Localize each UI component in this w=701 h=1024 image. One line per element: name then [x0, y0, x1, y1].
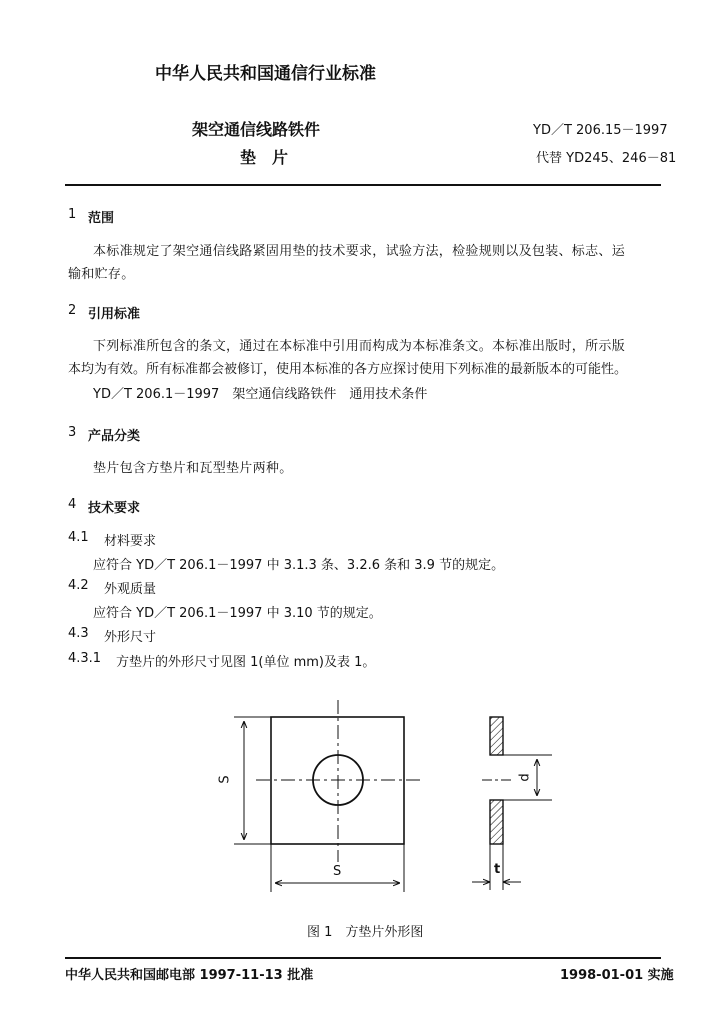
section-4-3-number: 4.3 [68, 626, 89, 641]
square-washer-front-view [256, 700, 422, 862]
label-s-vertical: S [217, 775, 233, 784]
section-2-paragraph-line1: 下列标准所包含的条文，通过在本标准中引用而构成为本标准条文。本标准出版时，所示版 [93, 339, 626, 354]
section-4-2-paragraph: 应符合 YD／T 206.1－1997 中 3.10 节的规定。 [93, 606, 382, 621]
section-3-number: 3 [68, 425, 77, 440]
footer-issuer: 中华人民共和国邮电部 1997-11-13 批准 [65, 968, 314, 983]
section-1-paragraph-line1: 本标准规定了架空通信线路紧固用垫的技术要求，试验方法，检验规则以及包装、标志、运 [93, 244, 626, 259]
section-4-1-paragraph: 应符合 YD／T 206.1－1997 中 3.1.3 条、3.2.6 条和 3.9 节的规定。 [93, 558, 505, 573]
section-3-title: 产品分类 [88, 429, 141, 444]
section-2-number: 2 [68, 303, 77, 318]
section-4-2-title: 外观质量 [104, 582, 157, 597]
label-s-horizontal: S [333, 864, 342, 879]
section-1-paragraph-line2: 输和贮存。 [68, 267, 135, 282]
section-2-paragraph-line2: 本均为有效。所有标准都会被修订，使用本标准的各方应探讨使用下列标准的最新版本的可能性。 [68, 362, 628, 377]
section-2-title: 引用标准 [88, 307, 141, 322]
section-4-number: 4 [68, 497, 77, 512]
section-1-title: 范围 [88, 211, 115, 226]
doc-title-line1: 架空通信线路铁件 [192, 120, 321, 139]
label-d: d [517, 773, 533, 782]
section-4-1-number: 4.1 [68, 530, 89, 545]
footer-rule [65, 957, 661, 959]
section-1-number: 1 [68, 207, 77, 222]
footer-effective-date: 1998-01-01 实施 [560, 968, 674, 983]
section-4-3-title: 外形尺寸 [104, 630, 157, 645]
org-title: 中华人民共和国通信行业标准 [155, 64, 376, 84]
section-lower-part [490, 800, 503, 844]
section-upper-part [490, 717, 503, 755]
section-2-reference: YD／T 206.1－1997 架空通信线路铁件 通用技术条件 [93, 387, 428, 402]
section-4-3-1-paragraph: 方垫片的外形尺寸见图 1(单位 mm)及表 1。 [116, 655, 376, 670]
washer-section-view [482, 717, 512, 844]
replaces-standard: 代替 YD245、246－81 [536, 151, 677, 166]
section-4-title: 技术要求 [88, 501, 141, 516]
doc-title-line2: 垫 片 [240, 148, 289, 167]
label-t: t [494, 862, 501, 877]
standard-number: YD／T 206.15－1997 [533, 123, 668, 138]
section-4-1-title: 材料要求 [104, 534, 157, 549]
section-3-paragraph: 垫片包含方垫片和瓦型垫片两种。 [93, 461, 293, 476]
section-4-2-number: 4.2 [68, 578, 89, 593]
section-4-3-1-number: 4.3.1 [68, 651, 102, 666]
figure-1-caption: 图 1 方垫片外形图 [307, 925, 424, 940]
